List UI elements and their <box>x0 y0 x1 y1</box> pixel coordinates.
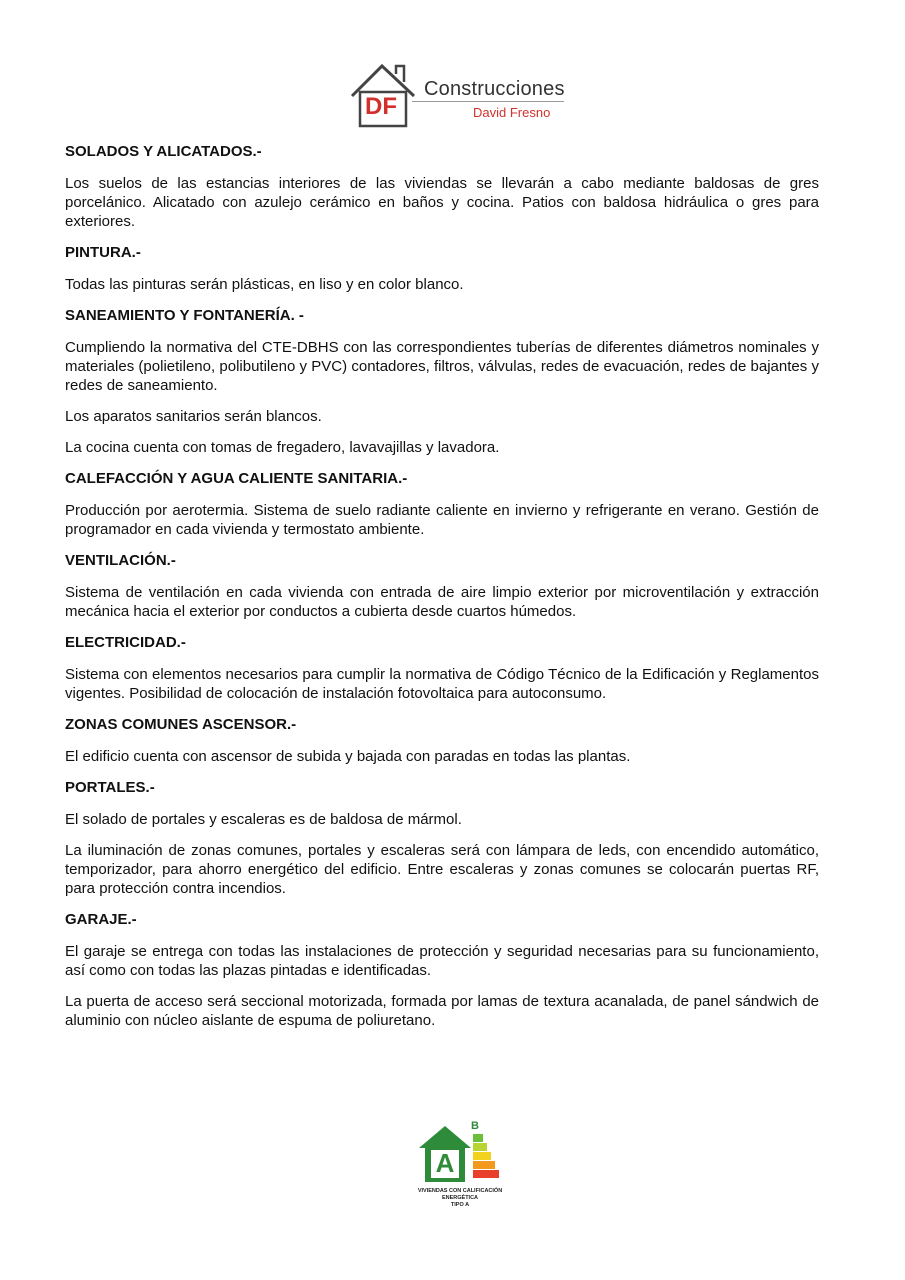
section-heading: PORTALES.- <box>65 779 155 796</box>
section-heading: SOLADOS Y ALICATADOS.- <box>65 143 262 160</box>
section-paragraph: El edificio cuenta con ascensor de subida y bajada con paradas en todas las plantas. <box>65 748 631 765</box>
energy-house-icon <box>405 1120 515 1188</box>
section-paragraph: Sistema con elementos necesarios para cumplir la normativa de Código Técnico de la Edificación y Reglamentos vigentes. Posibilidad de colocación de instalación fotovoltaica para autoconsumo. <box>65 666 819 702</box>
brand-divider <box>412 101 564 102</box>
section-heading: VENTILACIÓN.- <box>65 552 176 569</box>
logo-initials: DF <box>365 93 397 120</box>
section-paragraph: Cumpliendo la normativa del CTE-DBHS con las correspondientes tuberías de diferentes diámetros nominales y materiales (polietileno, polibutileno y PVC) contadores, filtros, válvulas, redes de evacuación, redes de bajantes y redes de saneamiento. <box>65 339 819 394</box>
section-paragraph: Los aparatos sanitarios serán blancos. <box>65 408 322 425</box>
energy-caption-line-2: ENERGÉTICA <box>441 1195 479 1201</box>
section-paragraph: El solado de portales y escaleras es de baldosa de mármol. <box>65 811 462 828</box>
section-heading: ELECTRICIDAD.- <box>65 634 186 651</box>
company-logo <box>350 62 570 130</box>
brand-subtitle: David Fresno <box>473 105 551 120</box>
section-paragraph: El garaje se entrega con todas las instalaciones de protección y seguridad necesarias para su funcionamiento, así como con todas las plazas pintadas e identificadas. <box>65 943 819 979</box>
section-paragraph: Producción por aerotermia. Sistema de suelo radiante caliente en invierno y refrigerante en verano. Gestión de programador en cada vivienda y termostato ambiente. <box>65 502 819 538</box>
brand-name: Construcciones <box>424 78 565 100</box>
energy-caption-line-1: VIVIENDAS CON CALIFICACIÓN <box>417 1188 503 1194</box>
section-heading: ZONAS COMUNES ASCENSOR.- <box>65 716 297 733</box>
energy-letter-b: B <box>471 1120 479 1132</box>
document-body <box>65 142 819 1042</box>
section-heading: PINTURA.- <box>65 244 141 261</box>
energy-rating-badge <box>405 1120 515 1220</box>
section-paragraph: Los suelos de las estancias interiores de las viviendas se llevarán a cabo mediante baldosas de gres porcelánico. Alicatado con azulejo cerámico en baños y cocina. Patios con baldosa hidráulica o gres para exteriores. <box>65 175 819 230</box>
section-heading: SANEAMIENTO Y FONTANERÍA. - <box>65 307 304 324</box>
energy-letter-a: A <box>435 1148 455 1178</box>
section-paragraph: La cocina cuenta con tomas de fregadero, lavavajillas y lavadora. <box>65 439 500 456</box>
energy-caption-line-3: TIPO A <box>450 1202 470 1208</box>
section-paragraph: Sistema de ventilación en cada vivienda con entrada de aire limpio exterior por microventilación y extracción mecánica hacia el exterior por conductos a cubierta desde cuartos húmedos. <box>65 584 819 620</box>
section-paragraph: Todas las pinturas serán plásticas, en liso y en color blanco. <box>65 276 464 293</box>
section-heading: CALEFACCIÓN Y AGUA CALIENTE SANITARIA.- <box>65 470 408 487</box>
section-paragraph: La puerta de acceso será seccional motorizada, formada por lamas de textura acanalada, de panel sándwich de aluminio con núcleo aislante de espuma de poliuretano. <box>65 993 819 1029</box>
section-heading: GARAJE.- <box>65 911 137 928</box>
section-paragraph: La iluminación de zonas comunes, portales y escaleras será con lámpara de leds, con encendido automático, temporizador, para ahorro energético del edificio. Entre escaleras y zonas comunes se colocarán puertas RF, para protección contra incendios. <box>65 842 819 897</box>
